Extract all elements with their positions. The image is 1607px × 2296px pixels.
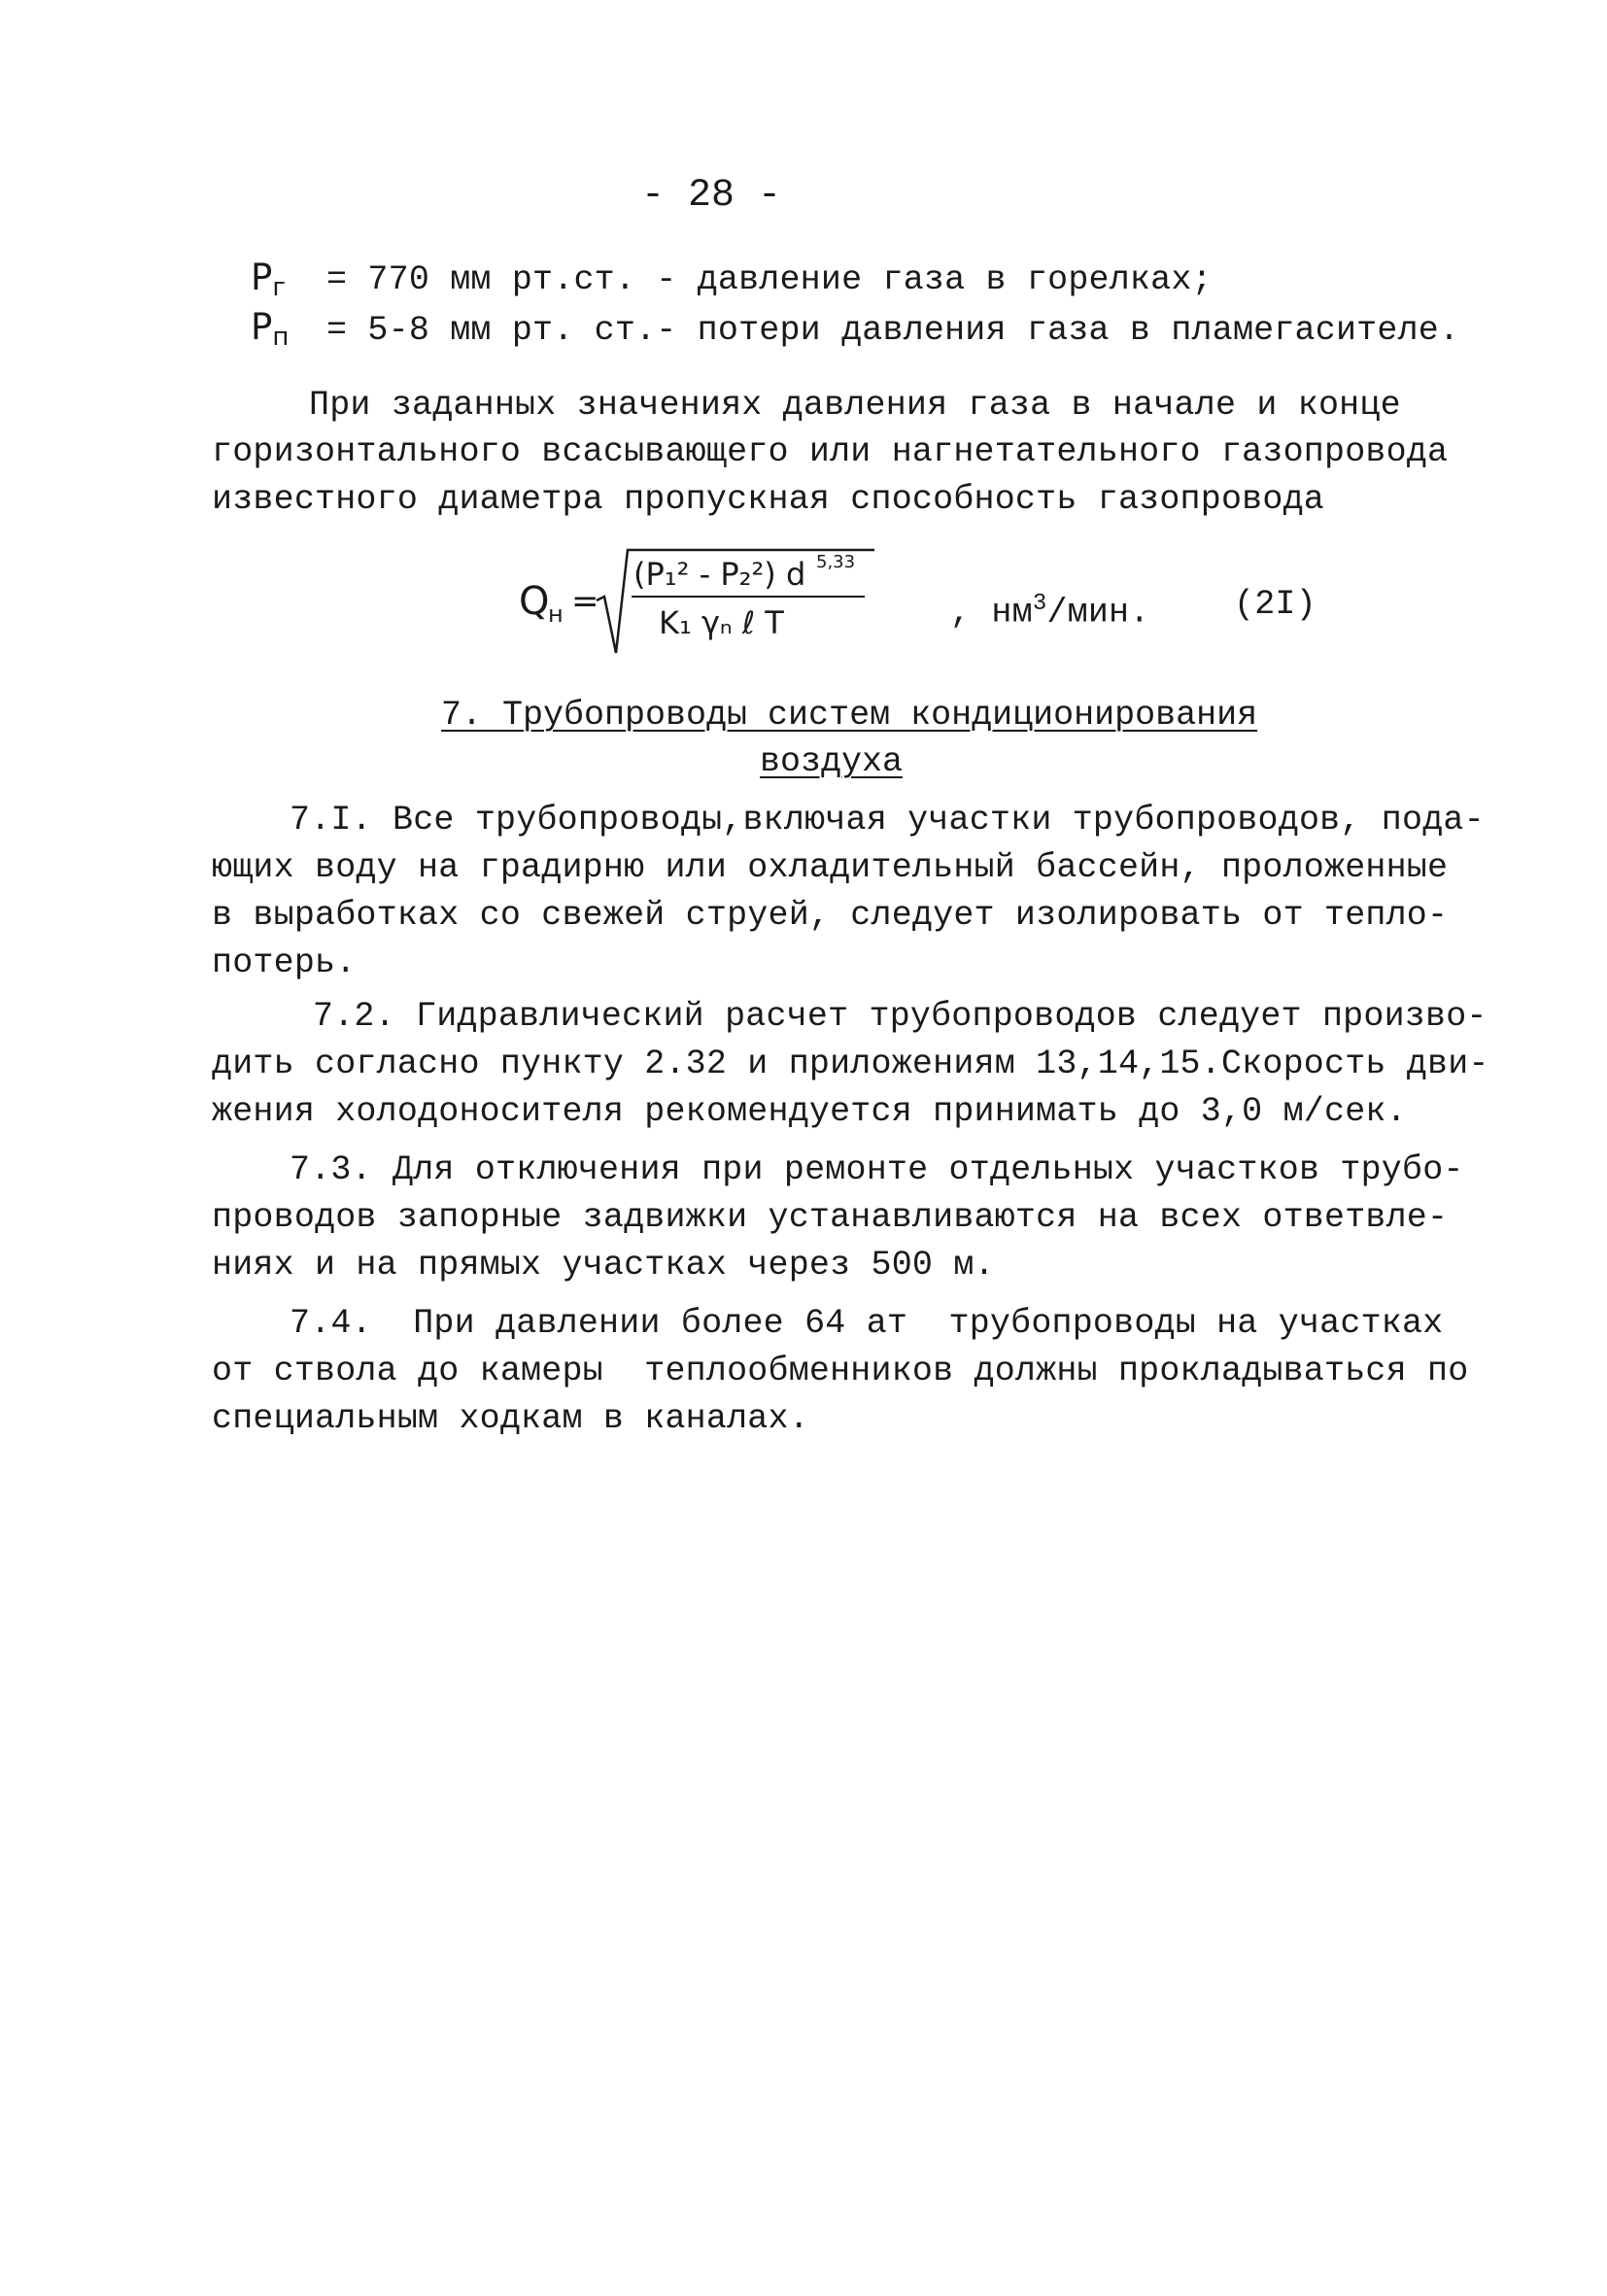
para-7-1-line-1: 7.I. Все трубопроводы,включая участки трубопроводов, пода- <box>290 801 1485 840</box>
para-7-3-line-1: 7.3. Для отключения при ремонте отдельных участков трубо- <box>290 1150 1464 1189</box>
para-7-2-line-2: дить согласно пункту 2.32 и приложениям 13,14,15.Скорость дви- <box>212 1045 1489 1083</box>
formula-throughput <box>515 544 923 661</box>
para-7-2-line-1: 7.2. Гидравлический расчет трубопроводов следует произво- <box>313 997 1487 1036</box>
section-title-line-2: воздуха <box>760 742 904 781</box>
formula-lhs-subscript: н <box>548 600 564 628</box>
intro-line-1: При заданных значениях давления газа в начале и конце <box>309 386 1401 425</box>
symbol-p-g: $P_г$ <box>251 257 286 302</box>
para-7-4-line-1: 7.4. При давлении более 64 ат трубопроводы на участках <box>290 1304 1444 1343</box>
definition-p-g: = 770 мм рт.ст. - давление газа в горелках; <box>326 260 1213 299</box>
para-7-1-line-2: ющих воду на градирню или охладительный бассейн, проложенные <box>212 848 1449 887</box>
para-7-3-line-2: проводов запорные задвижки устанавливаются на всех ответвле- <box>212 1198 1449 1237</box>
para-7-1-line-4: потерь. <box>212 943 357 982</box>
para-7-3-line-3: ниях и на прямых участках через 500 м. <box>212 1246 995 1285</box>
formula-unit: , $нм^3$/мин. <box>950 591 1150 633</box>
para-7-2-line-3: жения холодоносителя рекомендуется принимать до 3,0 м/сек. <box>212 1092 1407 1131</box>
formula-number: (2I) <box>1234 585 1316 624</box>
formula-denominator: K₁ γₙ ℓ T <box>659 604 784 641</box>
formula-numerator: (P₁² - P₂²) d <box>633 556 806 593</box>
section-title-line-1: 7. Трубопроводы систем кондиционирования <box>441 696 1258 735</box>
definition-p-p: = 5-8 мм рт. ст.- потери давления газа в пламегасителе. <box>326 311 1460 350</box>
formula-numerator-exponent: 5,33 <box>816 552 856 572</box>
formula-lhs: Q <box>519 579 550 624</box>
para-7-4-line-2: от ствола до камеры теплообменников должны прокладываться по <box>212 1352 1469 1390</box>
page-number: - 28 - <box>641 174 782 218</box>
para-7-4-line-3: специальным ходкам в каналах. <box>212 1399 809 1438</box>
formula-equals: = <box>571 582 599 621</box>
symbol-p-p: $P_п$ <box>251 306 290 352</box>
intro-line-2: горизонтального всасывающего или нагнетательного газопровода <box>212 432 1449 471</box>
para-7-1-line-3: в выработках со свежей струей, следует изолировать от тепло- <box>212 896 1449 935</box>
intro-line-3: известного диаметра пропускная способность газопровода <box>212 480 1324 519</box>
